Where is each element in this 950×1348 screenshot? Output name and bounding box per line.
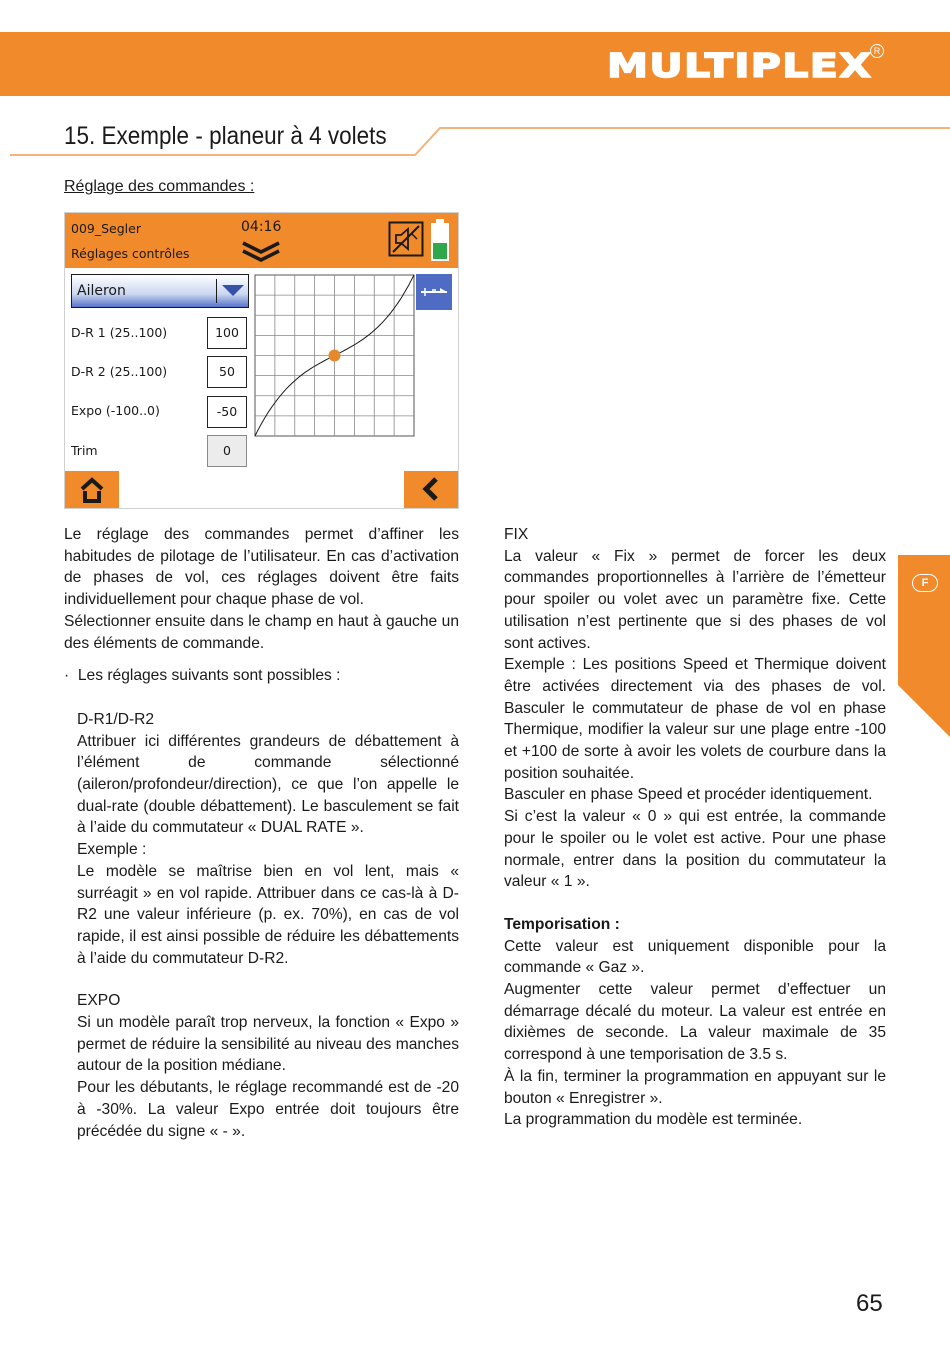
left-column [64, 524, 459, 1142]
intro-text: Le réglage des commandes permet d’affiner les habitudes de pilotage de l’utilisateur. En cas d’activation de phases de vol, ces réglages doivent être faits individuellement pour chaque phase de vol. [64, 526, 459, 609]
dropdown-arrow-icon[interactable] [222, 285, 244, 297]
expo-curve-graph [254, 274, 415, 437]
fix-heading: FIX [504, 526, 529, 543]
dr2-label: D-R 2 (25..100) [71, 364, 168, 379]
back-arrow-icon [404, 471, 458, 508]
fix-speed: Basculer en phase Speed et procéder identiquement. [504, 786, 873, 804]
home-button[interactable] [65, 471, 119, 508]
tempo-text-2: Augmenter cette valeur permet d’effectuer un démarrage décalé du moteur. La valeur est entrée en dixièmes de seconde. La valeur maximale de 35 correspond à une temporisation de 3.5 s. [504, 981, 886, 1064]
right-column [504, 524, 886, 1131]
registered-mark: R [870, 44, 884, 58]
menu-title: Réglages contrôles [71, 246, 190, 261]
fix-example: Exemple : Les positions Speed et Thermique doivent être activées directement via des phases de vol. Basculer le commutateur de phase de vol en phase Thermique, modifier la valeur sur une plage entre -100 et +100 de sorte à avoir les volets de courbure dans la position souhaitée. [504, 656, 886, 782]
tempo-heading: Temporisation : [504, 915, 620, 933]
dr1-field[interactable]: 100 [207, 317, 247, 349]
bullet-text: Les réglages suivants sont possibles : [77, 667, 341, 685]
dr2-field[interactable]: 50 [207, 356, 247, 388]
trim-field[interactable]: 0 [207, 435, 247, 467]
expo-heading: EXPO [77, 992, 121, 1010]
expo-label: Expo (-100..0) [71, 403, 160, 418]
home-icon [65, 471, 119, 508]
aircraft-button[interactable] [416, 274, 452, 310]
control-select-value: Aileron [77, 283, 126, 299]
dr1-label: D-R 1 (25..100) [71, 325, 168, 340]
model-name: 009_Segler [71, 221, 141, 236]
brand-logo: MULTIPLEX [606, 46, 872, 85]
dr-example-text: Le modèle se maîtrise bien en vol lent, mais « surréagit » en vol rapide. Attribuer dans ce cas-là à D-R2 une valeur inférieure (p. ex. 70%), en cas de vol rapide, il est ainsi possible de réduire les débattements à l’aide du commutateur D-R2. [77, 862, 459, 967]
intro-text-2: Sélectionner ensuite dans le champ en haut à gauche un des éléments de commande. [64, 612, 459, 652]
dr-heading: D-R1/D-R2 [77, 710, 155, 728]
tempo-text-3: À la fin, terminer la programmation en appuyant sur le bouton « Enregistrer ». [504, 1067, 886, 1107]
section-label: Réglage des commandes : [64, 178, 255, 195]
muted-speaker-icon[interactable] [388, 221, 424, 257]
chevron-down-icon[interactable] [241, 240, 281, 262]
timer: 04:16 [241, 219, 282, 235]
tempo-text-4: La programmation du modèle est terminée. [504, 1111, 803, 1129]
expo-text-2: Pour les débutants, le réglage recommandé est de -20 à -30%. La valeur Expo entrée doit toujours être précédée du signe « - ». [77, 1079, 459, 1140]
aircraft-icon [416, 274, 452, 310]
tempo-text: Cette valeur est uniquement disponible pour la commande « Gaz ». [504, 937, 886, 977]
trim-label: Trim [71, 443, 98, 458]
fix-zero: Si c’est la valeur « 0 » qui est entrée, la commande pour le spoiler ou le volet est active. Pour une phase normale, entrer dans la position du commutateur la valeur « 1 ». [504, 808, 886, 891]
expo-field[interactable]: -50 [207, 396, 247, 428]
language-badge: F [912, 574, 938, 592]
bullet-item: · Les réglages suivants sont possibles : [64, 667, 341, 685]
fix-text: La valeur « Fix » permet de forcer les deux commandes proportionnelles à l’arrière de l’émetteur pour spoiler ou volet avec un paramètre fixe. Cette utilisation n’est pertinente que si des phases de vol sont actives. [504, 547, 886, 652]
back-button[interactable] [404, 471, 458, 508]
stick-position-marker [329, 350, 341, 362]
transmitter-screen [64, 212, 459, 509]
expo-text: Si un modèle paraît trop nerveux, la fonction « Expo » permet de réduire la sensibilité au niveau des manches autour de la position médiane. [77, 1014, 459, 1075]
dr-text: Attribuer ici différentes grandeurs de débattement à l’élément de commande sélectionné (aileron/profondeur/direction), ce que l’on appelle le dual-rate (double débattement). Le basculement se fait à l’aide du commutateur « DUAL RATE ». [77, 732, 459, 837]
page-title: 15. Exemple - planeur à 4 volets [64, 122, 387, 150]
dr-section [64, 709, 459, 1142]
dr-example-label: Exemple : [77, 841, 147, 859]
battery-icon [430, 219, 450, 261]
control-select[interactable] [71, 274, 249, 308]
page-number: 65 [856, 1290, 883, 1317]
